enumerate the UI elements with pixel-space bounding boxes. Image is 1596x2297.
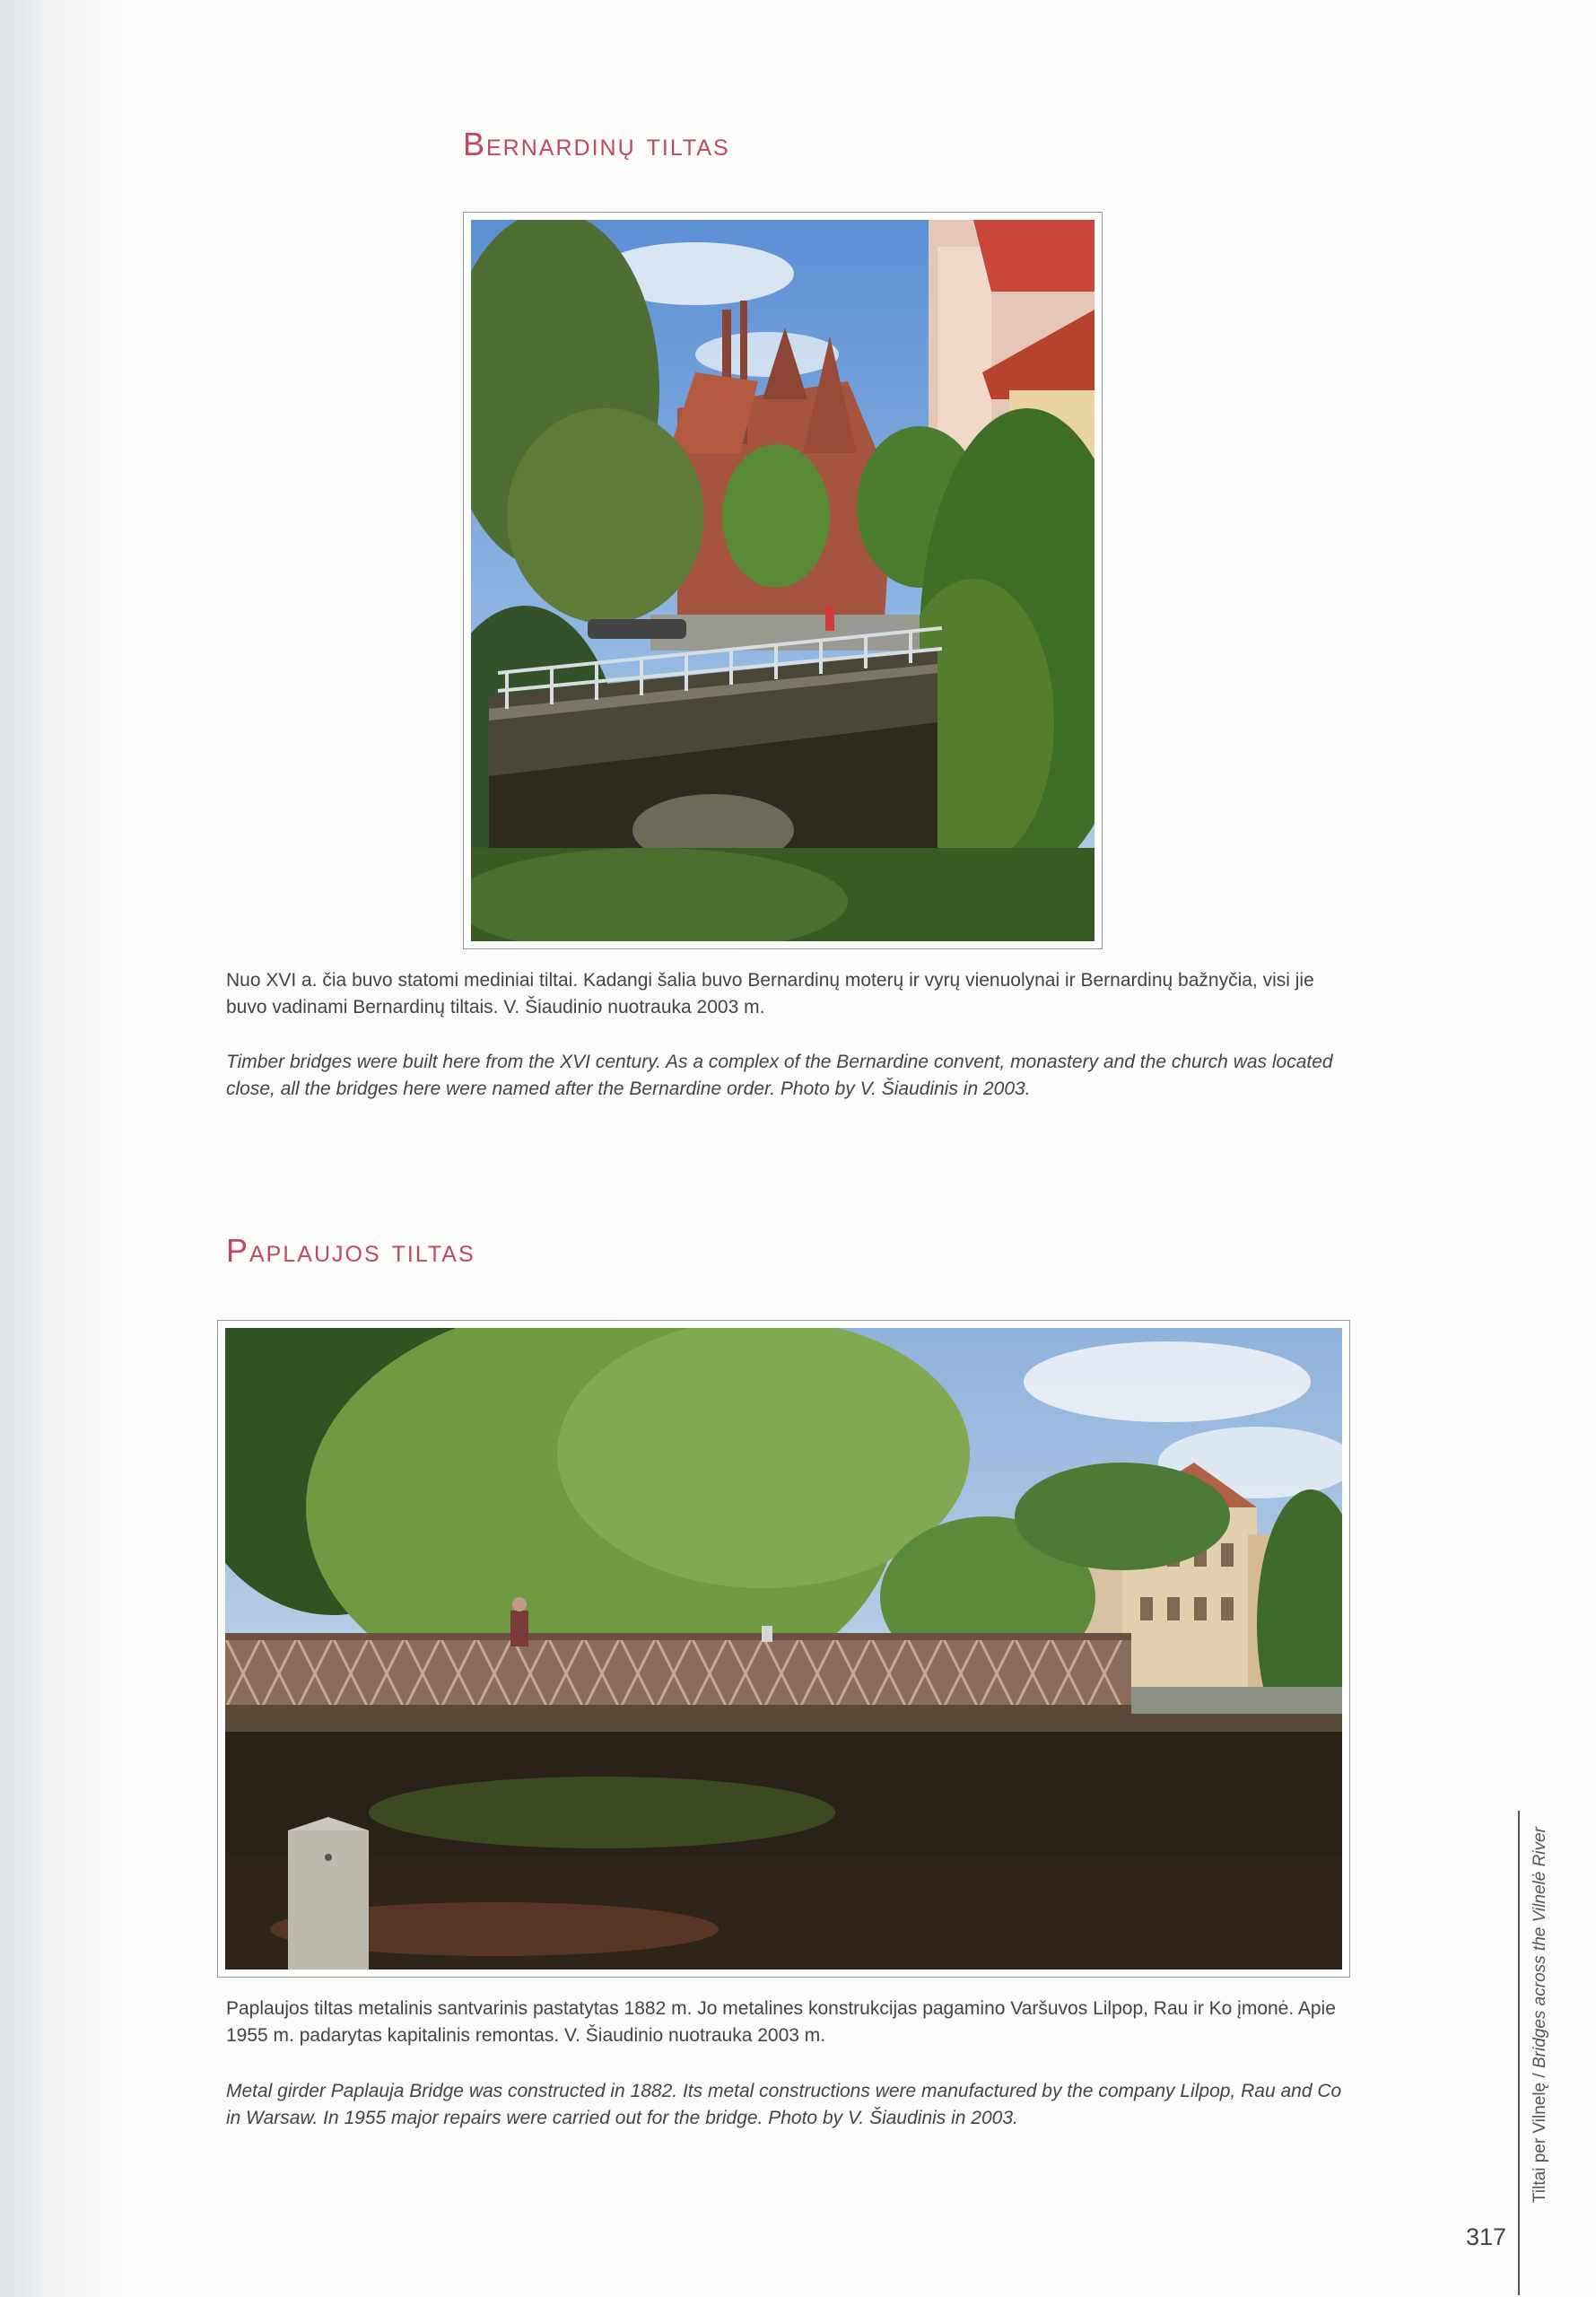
section-heading-paplaujos: Paplaujos tiltas: [226, 1232, 475, 1269]
caption-bernardinu-en: Timber bridges were built here from the XVI century. As a complex of the Bernardine convent, monastery and the church was located close, all the bridges here were named after the Bernardine order. Photo by V. Šiaudinis in 2003.: [226, 1052, 1333, 1099]
caption-paplaujos-en: Metal girder Paplauja Bridge was constructed in 1882. Its metal constructions were manufactured by the company Lilpop, Rau and Co in Warsaw. In 1955 major repairs were carried out for the bridge. Photo by V. Šiaudinis in 2003.: [226, 2081, 1342, 2128]
running-title-lt: Tiltai per Vilnelę: [1531, 2082, 1549, 2203]
section-heading-bernardinu: Bernardinų tiltas: [463, 126, 730, 162]
margin-rule: [1518, 1811, 1520, 2295]
photo-paplaujos-bridge: [217, 1320, 1350, 1978]
caption-bernardinu-lt: Nuo XVI a. čia buvo statomi mediniai tiltai. Kadangi šalia buvo Bernardinų moterų ir vyrų vienuolynai ir Bernardinų bažnyčia, visi jie buvo vadinami Bernardinų tiltais. V. Šiaudinio nuotrauka 2003 m.: [226, 970, 1314, 1017]
running-title-separator: /: [1531, 2068, 1549, 2083]
page-number: 317: [1466, 2223, 1507, 2250]
bernardinu-bridge-image: [471, 220, 1095, 941]
photo-bernardinu-bridge: [463, 212, 1103, 949]
running-title: [1531, 1827, 1550, 2203]
paplaujos-bridge-image: [225, 1328, 1342, 1969]
running-title-en: Bridges across the Vilnelė River: [1531, 1827, 1549, 2069]
caption-paplaujos-lt: Paplaujos tiltas metalinis santvarinis pastatytas 1882 m. Jo metalines konstrukcijas pagamino Varšuvos Lilpop, Rau ir Ko įmonė. Apie 1955 m. padarytas kapitalinis remontas. V. Šiaudinio nuotrauka 2003 m.: [226, 1998, 1336, 2046]
